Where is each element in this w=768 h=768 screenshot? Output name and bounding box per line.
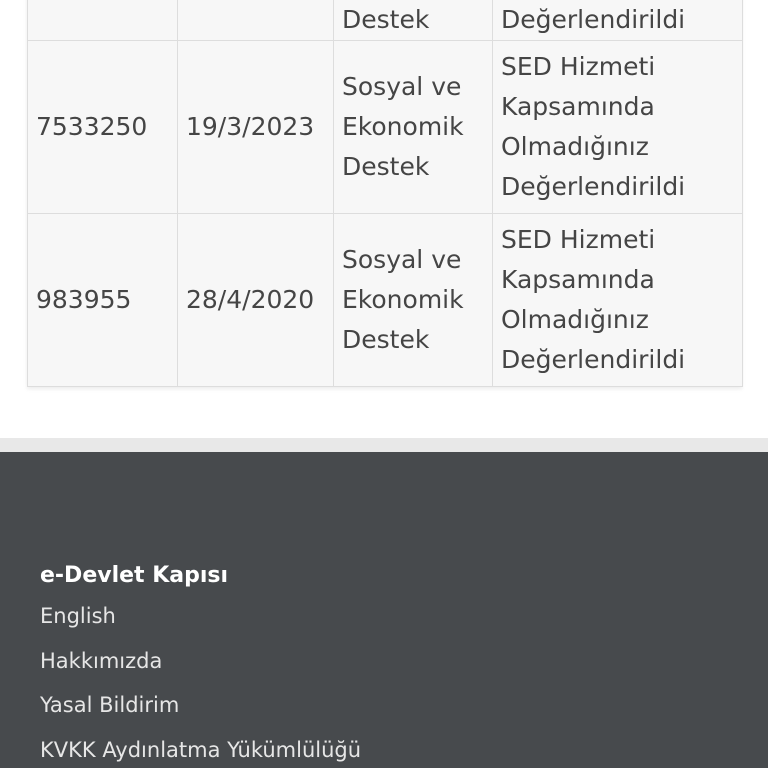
footer-link-item	[40, 600, 361, 645]
support-type-cell	[334, 0, 493, 41]
support-type-line: Destek	[342, 5, 430, 34]
footer-links	[40, 600, 361, 768]
status-line: Olmadığınız	[501, 132, 649, 161]
footer-link-item	[40, 734, 361, 768]
footer-link-item	[40, 689, 361, 734]
support-type-line: Sosyal ve	[342, 72, 462, 101]
support-type-line: Ekonomik	[342, 285, 464, 314]
status-line: Değerlendirildi	[501, 172, 686, 201]
application-date-cell: 19/3/2023	[178, 41, 334, 214]
footer-link-kvkk[interactable]: KVKK Aydınlatma Yükümlülüğü	[40, 737, 362, 762]
footer-link-english[interactable]: English	[40, 604, 116, 628]
footer-link-about[interactable]: Hakkımızda	[40, 648, 163, 673]
site-footer	[0, 452, 768, 768]
application-date-cell	[178, 0, 334, 41]
status-line: Kapsamında	[501, 265, 655, 294]
status-line: SED Hizmeti	[501, 225, 656, 254]
support-type-line: Sosyal ve	[342, 245, 462, 274]
application-date-cell: 28/4/2020	[178, 214, 334, 387]
status-line: Değerlendirildi	[501, 5, 686, 34]
support-type-line: Ekonomik	[342, 112, 464, 141]
status-line: Kapsamında	[501, 92, 655, 121]
status-cell	[493, 214, 743, 387]
application-id-cell	[28, 0, 178, 41]
status-cell	[493, 41, 743, 214]
table-row	[28, 0, 743, 41]
footer-link-legal-notice[interactable]: Yasal Bildirim	[40, 693, 180, 717]
status-line: SED Hizmeti	[501, 52, 656, 81]
support-type-line: Destek	[342, 325, 430, 354]
application-id-cell: 983955	[28, 214, 178, 387]
footer-link-item	[40, 645, 361, 690]
status-line: Değerlendirildi	[501, 345, 686, 374]
status-line: Olmadığınız	[501, 305, 649, 334]
support-type-line: Destek	[342, 152, 430, 181]
status-cell	[493, 0, 743, 41]
support-type-cell	[334, 41, 493, 214]
table-row	[28, 214, 743, 387]
applications-table	[27, 0, 742, 387]
section-divider	[0, 438, 768, 452]
support-type-cell	[334, 214, 493, 387]
application-id-cell: 7533250	[28, 41, 178, 214]
footer-title: e-Devlet Kapısı	[40, 563, 229, 588]
table-row	[28, 41, 743, 214]
